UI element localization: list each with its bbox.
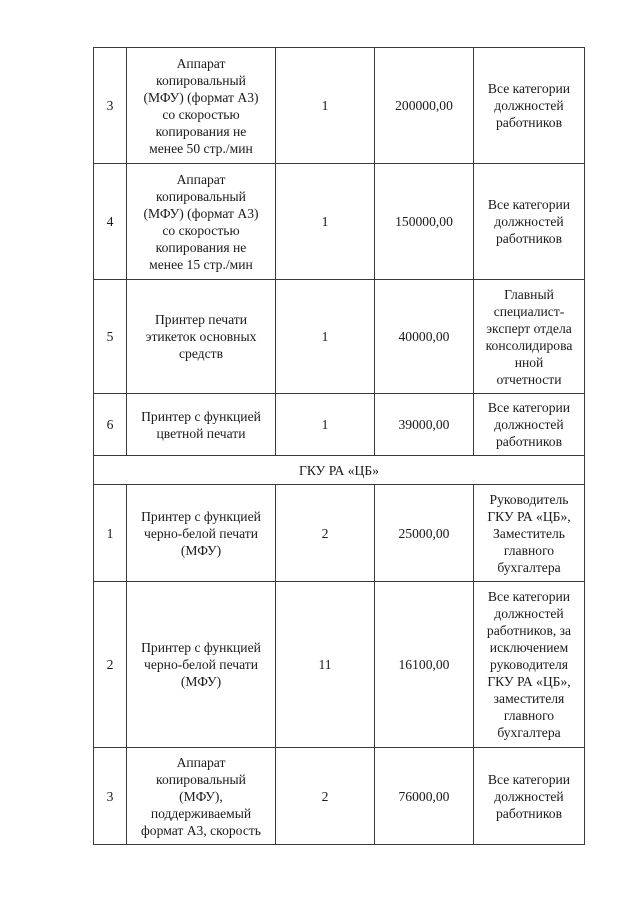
table-row (94, 48, 585, 164)
equipment-name: Принтер с функцией черно-белой печати (МФУ) (127, 485, 276, 582)
price: 39000,00 (375, 394, 474, 456)
position-category: Руководитель ГКУ РА «ЦБ», Заместитель главного бухгалтера (474, 485, 585, 582)
price: 16100,00 (375, 582, 474, 748)
table-row (94, 485, 585, 582)
position-category: Все категории должностей работников (474, 748, 585, 845)
table-row (94, 394, 585, 456)
equipment-name: Аппарат копировальный (МФУ) (формат А3) со скоростью копирования не менее 50 стр./мин (127, 48, 276, 164)
row-number: 3 (94, 748, 127, 845)
quantity: 1 (276, 48, 375, 164)
quantity: 1 (276, 280, 375, 394)
table-row (94, 748, 585, 845)
price: 40000,00 (375, 280, 474, 394)
row-number: 2 (94, 582, 127, 748)
quantity: 11 (276, 582, 375, 748)
equipment-table (93, 47, 585, 845)
section-title: ГКУ РА «ЦБ» (94, 456, 585, 485)
equipment-name: Принтер печати этикеток основных средств (127, 280, 276, 394)
equipment-name: Аппарат копировальный (МФУ), поддерживаемый формат А3, скорость (127, 748, 276, 845)
position-category: Все категории должностей работников, за исключением руководителя ГКУ РА «ЦБ», заместителя главного бухгалтера (474, 582, 585, 748)
price: 25000,00 (375, 485, 474, 582)
price: 200000,00 (375, 48, 474, 164)
position-category: Все категории должностей работников (474, 48, 585, 164)
equipment-name: Принтер с функцией черно-белой печати (МФУ) (127, 582, 276, 748)
table-row (94, 582, 585, 748)
price: 150000,00 (375, 164, 474, 280)
row-number: 5 (94, 280, 127, 394)
quantity: 1 (276, 394, 375, 456)
row-number: 6 (94, 394, 127, 456)
row-number: 1 (94, 485, 127, 582)
section-header-row (94, 456, 585, 485)
equipment-name: Аппарат копировальный (МФУ) (формат А3) со скоростью копирования не менее 15 стр./мин (127, 164, 276, 280)
table-row (94, 280, 585, 394)
position-category: Главный специалист- эксперт отдела консолидирова нной отчетности (474, 280, 585, 394)
quantity: 2 (276, 485, 375, 582)
position-category: Все категории должностей работников (474, 394, 585, 456)
table-row (94, 164, 585, 280)
position-category: Все категории должностей работников (474, 164, 585, 280)
equipment-name: Принтер с функцией цветной печати (127, 394, 276, 456)
row-number: 3 (94, 48, 127, 164)
quantity: 2 (276, 748, 375, 845)
row-number: 4 (94, 164, 127, 280)
price: 76000,00 (375, 748, 474, 845)
quantity: 1 (276, 164, 375, 280)
